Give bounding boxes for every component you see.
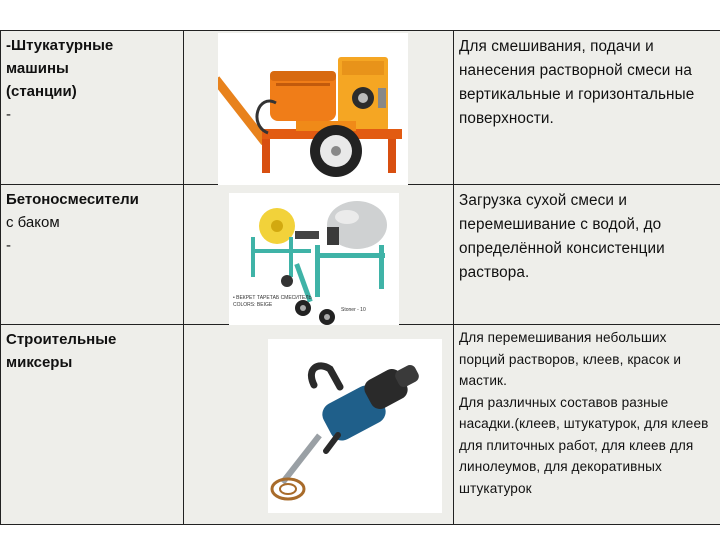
row-name-line2: с баком xyxy=(6,214,60,231)
table-row xyxy=(1,31,720,185)
description-cell xyxy=(454,185,720,325)
equipment-table xyxy=(0,30,720,525)
row-name-line2: миксеры xyxy=(6,354,73,371)
row-description: Для смешивания, подачи и нанесения растворной смеси на вертикальные и горизонтальные поверхности. xyxy=(459,38,695,127)
plastering-machine-photo xyxy=(218,33,408,196)
table-row xyxy=(1,185,720,325)
image-cell xyxy=(184,325,454,525)
concrete-mixer-photo xyxy=(229,193,399,333)
name-cell xyxy=(1,31,184,185)
name-cell xyxy=(1,185,184,325)
description-cell xyxy=(454,31,720,185)
row-dash: - xyxy=(6,106,11,123)
image-cell xyxy=(184,185,454,325)
row-name-line1: Бетоносмесители xyxy=(6,191,139,208)
row-dash: - xyxy=(6,237,11,254)
row-name-prefix: - xyxy=(6,37,11,54)
table-row xyxy=(1,325,720,525)
image-cell xyxy=(184,31,454,185)
row-description: Загрузка сухой смеси и перемешивание с водой, до определённой консистенции раствора. xyxy=(459,192,665,281)
row-name-line2: машины xyxy=(6,60,69,77)
construction-mixer-drill-photo xyxy=(268,339,442,513)
mixer-label: Stoner - 10 xyxy=(341,307,366,313)
row-description-p2: Для различных составов разные насадки.(клеев, штукатурок, для клеев для плиточных работ, для клеев для линолеумов, для декоративных штукатурок xyxy=(459,394,709,496)
description-cell xyxy=(454,325,720,525)
name-cell xyxy=(1,325,184,525)
mixer-caption-line2: COLORS: BEIGE xyxy=(233,302,273,308)
row-description-p1: Для перемешивания небольших порций растворов, клеев, красок и мастик. xyxy=(459,330,682,388)
row-name-line1: Штукатурные xyxy=(11,37,114,54)
row-name-line1: Строительные xyxy=(6,331,117,348)
row-name-line3: (станции) xyxy=(6,83,77,100)
mixer-caption-line1: • ВЕКРЕТ ТАРЕТАБ СМЕСИТЕЛЬ xyxy=(233,295,312,301)
